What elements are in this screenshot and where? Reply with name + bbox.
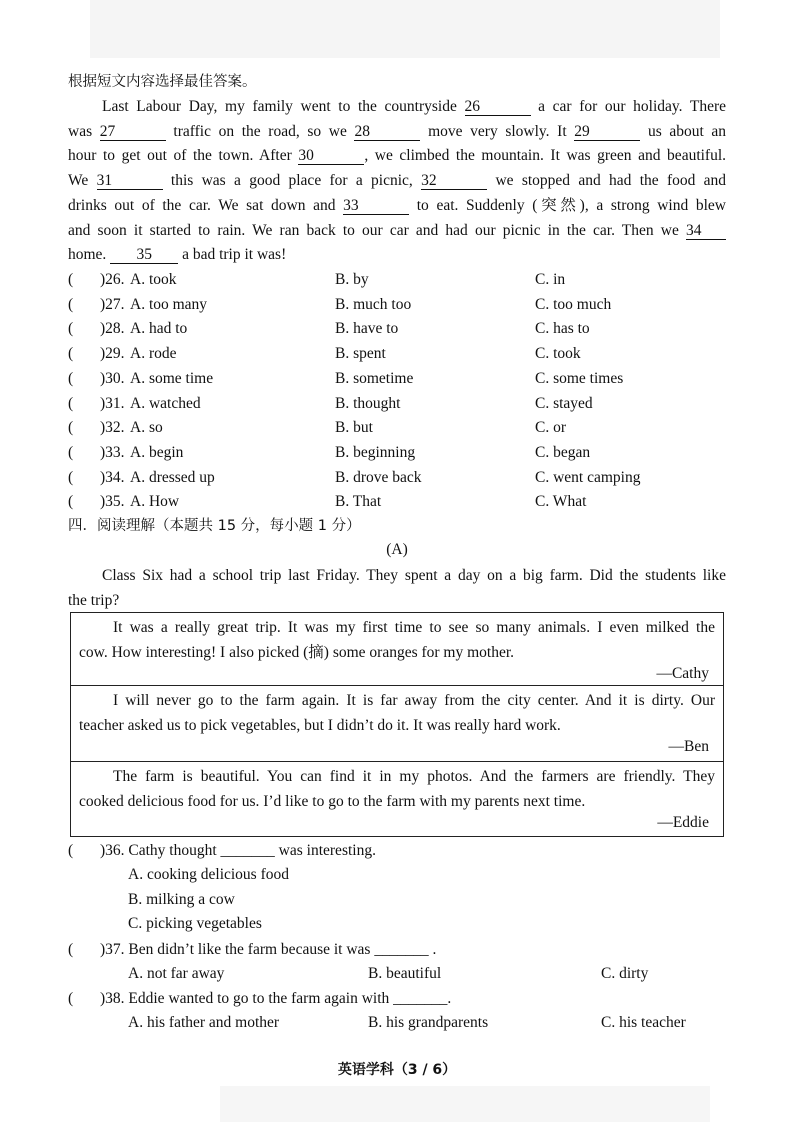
option-a: A. some time — [130, 369, 214, 387]
answer-paren: ( — [68, 345, 74, 363]
comment-signature: —Cathy — [656, 665, 709, 682]
option-a: A. so — [130, 419, 163, 437]
question-stem: )37. Ben didn’t like the farm because it was _______ . — [100, 941, 437, 958]
comment-text-line-1: The farm is beautiful. You can find it in my photos. And the farmers are friendly. They — [113, 768, 715, 785]
passage-line-3: hour to get out of the town. After 30 , we climbed the mountain. It was green and beautiful. — [68, 147, 727, 164]
passage-line-4: We 31 this was a good place for a picnic, 32 we stopped and had the food and — [68, 172, 727, 189]
option-c: C. began — [535, 443, 591, 461]
scan-shadow-bottom — [220, 1086, 710, 1122]
answer-paren: ( — [68, 493, 74, 511]
option-b: B. spent — [335, 345, 386, 363]
blank-26: 26 — [465, 98, 531, 116]
question-number: )28. — [100, 320, 125, 338]
question-number: )32. — [100, 419, 125, 437]
cloze-question-row — [0, 344, 794, 366]
question-number: )29. — [100, 345, 125, 363]
option-c: C. went camping — [535, 468, 641, 486]
cloze-question-row — [0, 468, 794, 490]
blank-35: 35 — [110, 246, 178, 264]
blank-28: 28 — [354, 123, 420, 141]
page-footer: 英语学科（3 / 6） — [337, 1062, 457, 1078]
option-a: A. rode — [130, 345, 177, 363]
option-b: B. That — [335, 493, 382, 511]
scan-shadow-top — [90, 0, 720, 58]
option-a: A. had to — [130, 320, 188, 338]
option-c: C. What — [535, 493, 587, 511]
cloze-question-row — [0, 319, 794, 341]
comment-text-line-2: teacher asked us to pick vegetables, but I didn’t do it. It was really hard work. — [79, 717, 561, 734]
option-a: A. took — [130, 271, 177, 288]
option-b: B. have to — [335, 320, 399, 338]
option-37-c: C. dirty — [601, 965, 649, 982]
option-a: A. How — [130, 493, 180, 511]
question-number: )33. — [100, 443, 125, 461]
option-36-a: A. cooking delicious food — [128, 866, 290, 883]
passage-line-7: home. 35 a bad trip it was! — [68, 246, 287, 263]
blank-32: 32 — [421, 172, 487, 190]
cloze-question-row — [0, 394, 794, 416]
passage-line-5: drinks out of the car. We sat down and 33 to eat. Suddenly (突然), a strong wind blew — [68, 197, 727, 214]
cloze-question-row — [0, 443, 794, 465]
blank-29: 29 — [574, 123, 640, 141]
option-36-c: C. picking vegetables — [128, 915, 262, 932]
question-number: )34. — [100, 468, 125, 486]
passage-line-2: was 27 traffic on the road, so we 28 move very slowly. It 29 us about an — [68, 123, 727, 140]
answer-paren: ( — [68, 320, 74, 338]
question-38 — [0, 989, 794, 1011]
reading-intro-line-1: Class Six had a school trip last Friday. They spent a day on a big farm. Did the students like — [102, 567, 726, 584]
answer-paren: ( — [68, 295, 74, 313]
option-c: C. took — [535, 345, 581, 363]
option-b: B. beginning — [335, 443, 416, 461]
option-a: A. begin — [130, 443, 184, 461]
cloze-question-row — [0, 418, 794, 440]
question-number: )26. — [100, 271, 125, 288]
cloze-question-row — [0, 492, 794, 514]
option-38-c: C. his teacher — [601, 1014, 686, 1031]
option-a: A. too many — [130, 295, 208, 313]
cloze-question-row — [0, 369, 794, 391]
answer-paren: ( — [68, 468, 74, 486]
option-c: C. in — [535, 271, 566, 288]
comment-signature: —Ben — [668, 738, 709, 755]
option-36-b: B. milking a cow — [128, 891, 235, 908]
question-number: )31. — [100, 394, 125, 412]
question-number: )27. — [100, 295, 125, 313]
question-37 — [0, 940, 794, 962]
option-b: B. by — [335, 271, 369, 288]
question-stem: )36. Cathy thought _______ was interesting. — [100, 842, 376, 859]
comment-text-line-2: cow. How interesting! I also picked (摘) some oranges for my mother. — [79, 644, 515, 661]
comment-box-cathy — [70, 612, 724, 686]
option-b: B. much too — [335, 295, 412, 313]
comment-signature: —Eddie — [657, 814, 709, 831]
question-number: )35. — [100, 493, 125, 511]
passage-line-6: and soon it started to rain. We ran back to our car and had our picnic in the car. Then we 34 — [68, 221, 726, 241]
answer-paren: ( — [68, 842, 74, 859]
comment-box-eddie — [70, 761, 724, 837]
option-37-b: B. beautiful — [368, 965, 442, 982]
option-37-a: A. not far away — [128, 965, 225, 982]
option-b: B. thought — [335, 394, 401, 412]
answer-paren: ( — [68, 369, 74, 387]
question-36 — [0, 841, 794, 863]
option-c: C. some times — [535, 369, 624, 387]
comment-text-line-1: It was a really great trip. It was my first time to see so many animals. I even milked the — [113, 619, 715, 636]
answer-paren: ( — [68, 941, 74, 958]
comment-text-line-1: I will never go to the farm again. It is far away from the city center. And it is dirty. Our — [113, 692, 715, 709]
answer-paren: ( — [68, 990, 74, 1007]
answer-paren: ( — [68, 394, 74, 412]
comment-box-ben — [70, 686, 724, 762]
blank-33: 33 — [343, 197, 409, 215]
option-38-b: B. his grandparents — [368, 1014, 489, 1031]
option-c: C. has to — [535, 320, 590, 338]
passage-a-label: (A) — [386, 541, 408, 558]
comment-text-line-2: cooked delicious food for us. I’d like to go to the farm with my parents next time. — [79, 793, 586, 810]
cloze-question-row — [0, 295, 794, 317]
question-stem: )38. Eddie wanted to go to the farm again with _______. — [100, 990, 452, 1007]
option-c: C. too much — [535, 295, 612, 313]
option-c: C. or — [535, 419, 566, 437]
option-a: A. dressed up — [130, 468, 215, 486]
option-b: B. sometime — [335, 369, 414, 387]
blank-30: 30 — [298, 147, 364, 165]
answer-paren: ( — [68, 271, 74, 288]
option-a: A. watched — [130, 394, 201, 412]
question-number: )30. — [100, 369, 125, 387]
blank-27: 27 — [100, 123, 166, 141]
section-4-title: 四．阅读理解（本题共 15 分，每小题 1 分） — [68, 518, 361, 534]
answer-paren: ( — [68, 419, 74, 437]
cloze-question-row — [0, 270, 794, 292]
option-b: B. drove back — [335, 468, 422, 486]
blank-31: 31 — [97, 172, 163, 190]
option-38-a: A. his father and mother — [128, 1014, 280, 1031]
answer-paren: ( — [68, 443, 74, 461]
option-c: C. stayed — [535, 394, 593, 412]
section-instruction: 根据短文内容选择最佳答案。 — [68, 74, 257, 90]
reading-intro-line-2: the trip? — [68, 592, 120, 609]
passage-line-1: Last Labour Day, my family went to the countryside 26 a car for our holiday. There — [102, 98, 727, 115]
blank-34: 34 — [686, 222, 726, 240]
option-b: B. but — [335, 419, 373, 437]
